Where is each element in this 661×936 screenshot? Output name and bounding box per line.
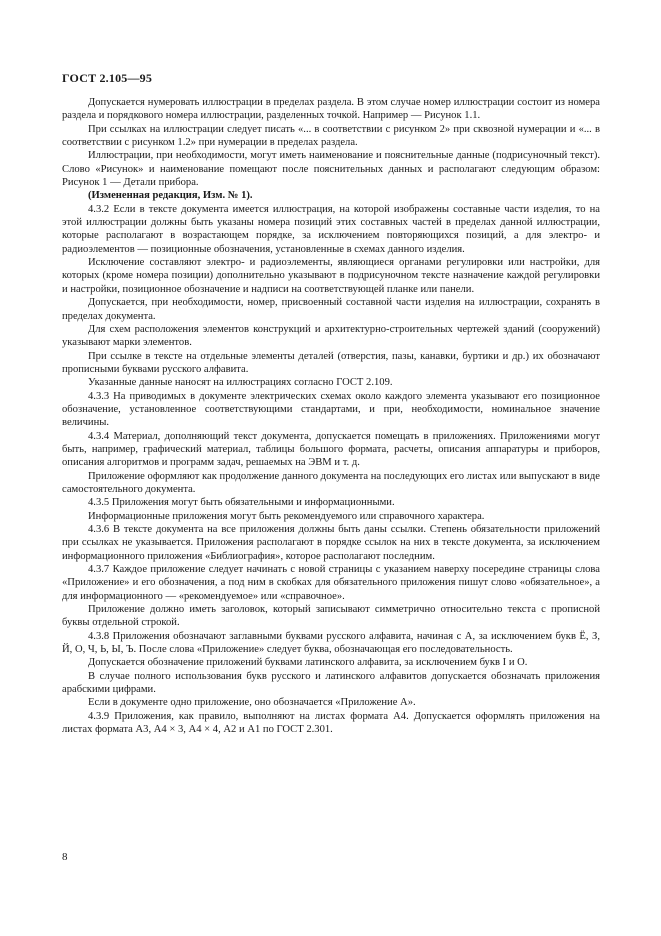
paragraph: В случае полного использования букв русского и латинского алфавитов допускается обозначать приложения арабскими цифрами. [62,670,600,696]
paragraph: Исключение составляют электро- и радиоэлементы, являющиеся органами регулировки или настройки, для которых (кроме номера позиции) дополнительно указывают в подрисуночном тексте назначение каждой регулировки и настройки, позиционное обозначение и надписи на соответствующей планке или панели. [62,257,600,295]
paragraph: 4.3.7 Каждое приложение следует начинать с новой страницы с указанием наверху посередине страницы слова «Приложение» и его обозначения, а под ним в скобках для обязательного приложения пишут слово «обязательное», а для информационного — «рекомендуемое» или «справочное». [62,564,600,602]
paragraph: 4.3.5 Приложения могут быть обязательными и информационными. [88,497,395,509]
paragraph: Если в документе одно приложение, оно обозначается «Приложение А». [88,697,416,709]
paragraph: При ссылках на иллюстрации следует писать «... в соответствии с рисунком 2» при сквозной нумерации и «... в соответствии с рисунком 1.2» при нумерации в пределах раздела. [62,123,600,149]
paragraph: Допускается обозначение приложений буквами латинского алфавита, за исключением букв I и O. [88,657,528,669]
paragraph: 4.3.2 Если в тексте документа имеется иллюстрация, на которой изображены составные части изделия, то на этой иллюстрации должны быть указаны номера позиций этих составных частей в пределах данной иллюстрации, которые располагают в возрастающем порядке, за исключением повторяющихся позиций, а для электро- и радиоэлементов — позиционные обозначения, установленные в схемах данного изделия. [62,203,600,255]
paragraph: 4.3.8 Приложения обозначают заглавными буквами русского алфавита, начиная с А, за исключением букв Ё, З, Й, О, Ч, Ь, Ы, Ъ. После слова «Приложение» следует буква, обозначающая его последовательность. [62,630,600,656]
page-number: 8 [62,851,68,863]
paragraph: Приложение должно иметь заголовок, который записывают симметрично относительно текста с прописной буквы отдельной строкой. [62,604,600,629]
amendment-note: (Измененная редакция, Изм. № 1). [88,190,253,202]
paragraph: Информационные приложения могут быть рекомендуемого или справочного характера. [88,510,485,522]
paragraph: Допускается нумеровать иллюстрации в пределах раздела. В этом случае номер иллюстрации состоит из номера раздела и порядкового номера иллюстрации, разделенных точкой. Например — Рисунок 1.1. [62,97,600,122]
paragraph: 4.3.3 На приводимых в документе электрических схемах около каждого элемента указывают его позиционное обозначение, установленное соответствующими стандартами, и при, необходимости, номинальное значение величины. [62,390,600,429]
standard-header: ГОСТ 2.105—95 [62,71,153,85]
paragraph: Допускается, при необходимости, номер, присвоенный составной части изделия на иллюстрации, сохранять в пределах документа. [62,297,600,322]
paragraph: Для схем расположения элементов конструкций и архитектурно-строительных чертежей зданий (сооружений) указывают марки элементов. [62,323,600,349]
paragraph: 4.3.6 В тексте документа на все приложения должны быть даны ссылки. Степень обязательности приложений при ссылках не указывается. Приложения располагают в порядке ссылок на них в тексте документа, за исключением информационного приложения «Библиография», которое располагают последним. [62,524,600,562]
paragraph: При ссылке в тексте на отдельные элементы деталей (отверстия, пазы, канавки, буртики и др.) их обозначают прописными буквами русского алфавита. [62,350,600,375]
paragraph: Приложение оформляют как продолжение данного документа на последующих его листах или выпускают в виде самостоятельного документа. [62,470,600,495]
body-text [62,96,600,737]
paragraph: Иллюстрации, при необходимости, могут иметь наименование и пояснительные данные (подрисуночный текст). Слово «Рисунок» и наименование помещают после пояснительных данных и располагают следующим образом: Рисунок 1 — Детали прибора. [62,150,600,189]
paragraph: Указанные данные наносят на иллюстрациях согласно ГОСТ 2.109. [88,377,393,389]
paragraph: 4.3.4 Материал, дополняющий текст документа, допускается помещать в приложениях. Приложениями могут быть, например, графический материал, таблицы большого формата, расчеты, описания аппаратуры и приборов, описания алгоритмов и программ задач, решаемых на ЭВМ и т. д. [62,430,600,469]
paragraph: 4.3.9 Приложения, как правило, выполняют на листах формата А4. Допускается оформлять приложения на листах формата А3, А4 × 3, А4 × 4, А2 и А1 по ГОСТ 2.301. [62,710,600,736]
